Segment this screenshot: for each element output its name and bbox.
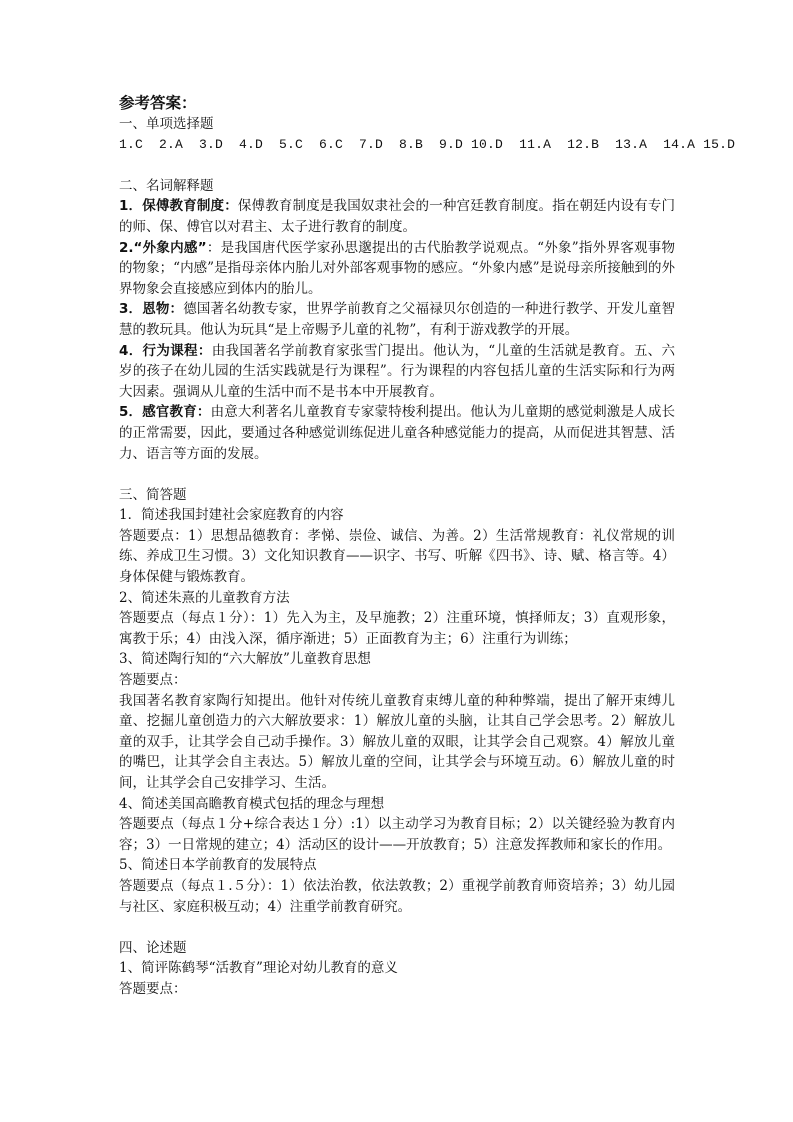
term-definition: 由我国著名学前教育家张雪门提出。他认为，“儿童的生活就是教育。五、六岁的孩子在幼儿园的生活实践就是行为课程”。行为课程的内容包括儿童的生活实际和行为两大因素。强调从儿童的生活中而不是书本中开展教育。 bbox=[119, 342, 675, 400]
question-title: 3、简述陶行知的“六大解放”儿童教育思想 bbox=[119, 651, 371, 668]
term-item bbox=[119, 402, 675, 464]
term-label: 2.“外象内感” bbox=[119, 239, 207, 256]
term-item bbox=[119, 196, 675, 237]
section-heading: 三、简答题 bbox=[119, 486, 187, 503]
question-title: 1．简述我国封建社会家庭教育的内容 bbox=[119, 507, 344, 524]
term-label: 4．行为课程： bbox=[119, 342, 212, 359]
answer-text: 我国著名教育家陶行知提出。他针对传统儿童教育束缚儿童的种种弊端，提出了解开束缚儿童、挖掘儿童创造力的六大解放要求：1）解放儿童的头脑，让其自己学会思考。2）解放儿童的双手，让其学会自己动手操作。3）解放儿童的双眼，让其学会自己观察。4）解放儿童的嘴巴，让其学会自主表达。5）解放儿童的空间，让其学会与环境互动。6）解放儿童的时间，让其学会自己安排学习、生活。 bbox=[119, 692, 675, 791]
page-title: 参考答案： bbox=[119, 94, 197, 112]
section-heading: 二、名词解释题 bbox=[119, 177, 214, 194]
question-title: 2、简述朱熹的儿童教育方法 bbox=[119, 589, 290, 606]
section-heading: 一、单项选择题 bbox=[119, 116, 214, 132]
term-label: 3．恩物： bbox=[119, 301, 184, 318]
term-label: 1．保傅教育制度： bbox=[119, 198, 238, 215]
document-page bbox=[119, 92, 736, 1000]
question-title: 5、简述日本学前教育的发展特点 bbox=[119, 857, 317, 874]
term-definition: 由意大利著名儿童教育专家蒙特梭利提出。他认为儿童期的感觉刺激是人成长的正常需要，因此，要通过各种感觉训练促进儿童各种感觉能力的提高，从而促进其智慧、活力、语言等方面的发展。 bbox=[119, 404, 676, 462]
term-list bbox=[119, 196, 675, 464]
term-definition: ：是我国唐代医学家孙思邈提出的古代胎教学说观点。“外象”指外界客观事物的物象；“内感”是指母亲体内胎儿对外部客观事物的感应。“外象内感”是说母亲所接触到的外界物象会直接感应到体内的胎儿。 bbox=[119, 239, 675, 297]
question-title: 1、简评陈鹤琴“活教育”理论对幼儿教育的意义 bbox=[119, 960, 398, 977]
answer-text: 答题要点（每点１分）：1）先入为主，及早施教；2）注重环境，慎择师友；3）直观形象，寓教于乐；4）由浅入深，循序渐进；5）正面教育为主；6）注重行为训练； bbox=[119, 610, 675, 647]
term-definition: 德国著名幼教专家，世界学前教育之父福禄贝尔创造的一种进行教学、开发儿童智慧的教玩具。他认为玩具“是上帝赐予儿童的礼物”，有利于游戏教学的开展。 bbox=[119, 301, 675, 338]
question-title: 4、简述美国高瞻教育模式包括的理念与理想 bbox=[119, 795, 385, 812]
answer-text: 答题要点（每点１.５分）：1）依法治教，依法敦教；2）重视学前教育师资培养；3）幼儿园与社区、家庭积极互动；4）注重学前教育研究。 bbox=[119, 877, 675, 915]
answer-text: 答题要点（每点１分+综合表达１分）:1）以主动学习为教育目标；2）以关键经验为教育内容；3）一日常规的建立；4）活动区的设计——开放教育；5）注意发挥教师和家长的作用。 bbox=[119, 816, 675, 853]
section-heading: 四、论述题 bbox=[119, 939, 187, 956]
short-answer-list bbox=[119, 505, 675, 917]
term-definition: 保傅教育制度是我国奴隶社会的一种宫廷教育制度。指在朝廷内设有专门的师、保、傅官以对君主、太子进行教育的制度。 bbox=[119, 198, 675, 235]
choice-answers: 1.C 2.A 3.D 4.D 5.C 6.C 7.D 8.B 9.D 10.D 11.A 12.B 13.A 14.A 15.D bbox=[119, 136, 736, 152]
essay-list bbox=[119, 958, 675, 999]
term-label: 5．感官教育： bbox=[119, 404, 211, 421]
answer-text: 答题要点： bbox=[119, 672, 187, 689]
term-item bbox=[119, 299, 675, 340]
answer-text: 答题要点：1）思想品德教育：孝悌、崇俭、诚信、为善。2）生活常规教育：礼仪常规的训练、养成卫生习惯。3）文化知识教育——识字、书写、听解《四书》、诗、赋、格言等。4）身体保健与锻炼教育。 bbox=[119, 527, 675, 586]
term-item bbox=[119, 341, 675, 403]
answer-text: 答题要点： bbox=[119, 980, 187, 997]
term-item bbox=[119, 238, 675, 300]
